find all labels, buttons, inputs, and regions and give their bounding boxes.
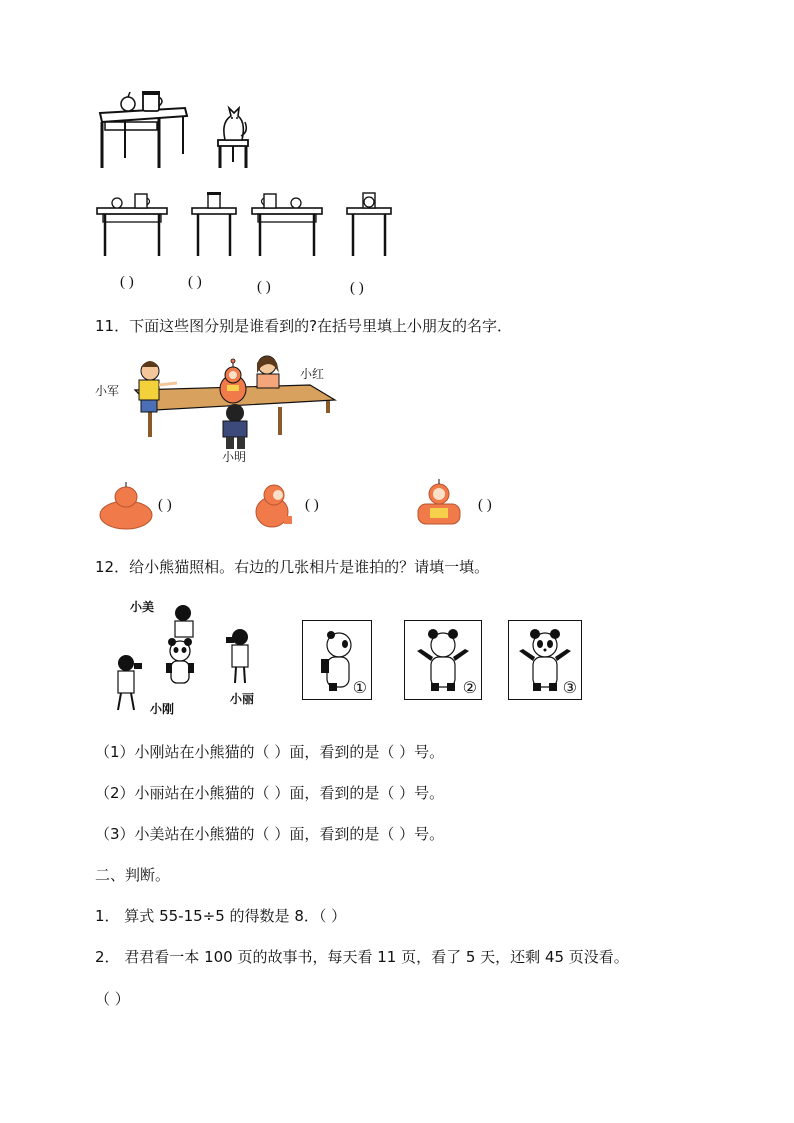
desk-scene-illustration (95, 88, 265, 173)
q12-item-1: （1）小刚站在小熊猫的（ ）面，看到的是（ ）号。 (95, 743, 445, 761)
label-xiaojun: 小军 (95, 384, 120, 398)
q10-answer-blank-3[interactable]: ( ) (257, 279, 271, 295)
q12-item-2: （2）小丽站在小熊猫的（ ）面，看到的是（ ）号。 (95, 784, 445, 802)
photo-3-number: ③ (562, 678, 577, 697)
q10-answer-blank-4[interactable]: ( ) (350, 280, 364, 296)
photo-3 (508, 620, 582, 700)
desk-view-1 (95, 190, 170, 260)
photo-2 (404, 620, 482, 700)
label-xiaoli: 小丽 (230, 692, 255, 706)
q11-answer-blank-3[interactable]: ( ) (478, 497, 492, 513)
desk-view-3 (250, 190, 325, 260)
label-xiaoming: 小明 (222, 450, 247, 464)
judge-item-2-blank[interactable]: （ ） (95, 990, 130, 1008)
q12-question: 12．给小熊猫照相。右边的几张相片是谁拍的？请填一填。 (95, 558, 490, 576)
q11-answer-blank-1[interactable]: ( ) (158, 497, 172, 513)
photo-2-number: ② (462, 678, 477, 697)
photo-1 (302, 620, 372, 700)
q11-answer-blank-2[interactable]: ( ) (305, 497, 319, 513)
q10-answer-blank-1[interactable]: ( ) (120, 274, 134, 290)
photo-1-number: ① (352, 678, 367, 697)
q10-answer-blank-2[interactable]: ( ) (188, 274, 202, 290)
desk-view-4 (345, 188, 395, 260)
label-xiaogang: 小刚 (150, 702, 175, 716)
label-xiaomei: 小美 (130, 600, 155, 614)
judge-item-1: 1． 算式 55-15÷5 的得数是 8．（ ） (95, 907, 347, 925)
toy-front-view (412, 480, 466, 530)
judge-item-2: 2． 君君看一本 100 页的故事书，每天看 11 页，看了 5 天，还剩 45 页没看。 (95, 948, 629, 966)
q11-question: 11．下面这些图分别是谁看到的?在括号里填上小朋友的名字． (95, 317, 513, 335)
label-xiaohong: 小红 (300, 367, 325, 381)
section2-heading: 二、判断。 (95, 866, 171, 884)
q12-item-3: （3）小美站在小熊猫的（ ）面，看到的是（ ）号。 (95, 825, 445, 843)
desk-view-2 (190, 190, 240, 260)
toy-side-view (250, 482, 298, 530)
toy-back-view (98, 485, 154, 530)
